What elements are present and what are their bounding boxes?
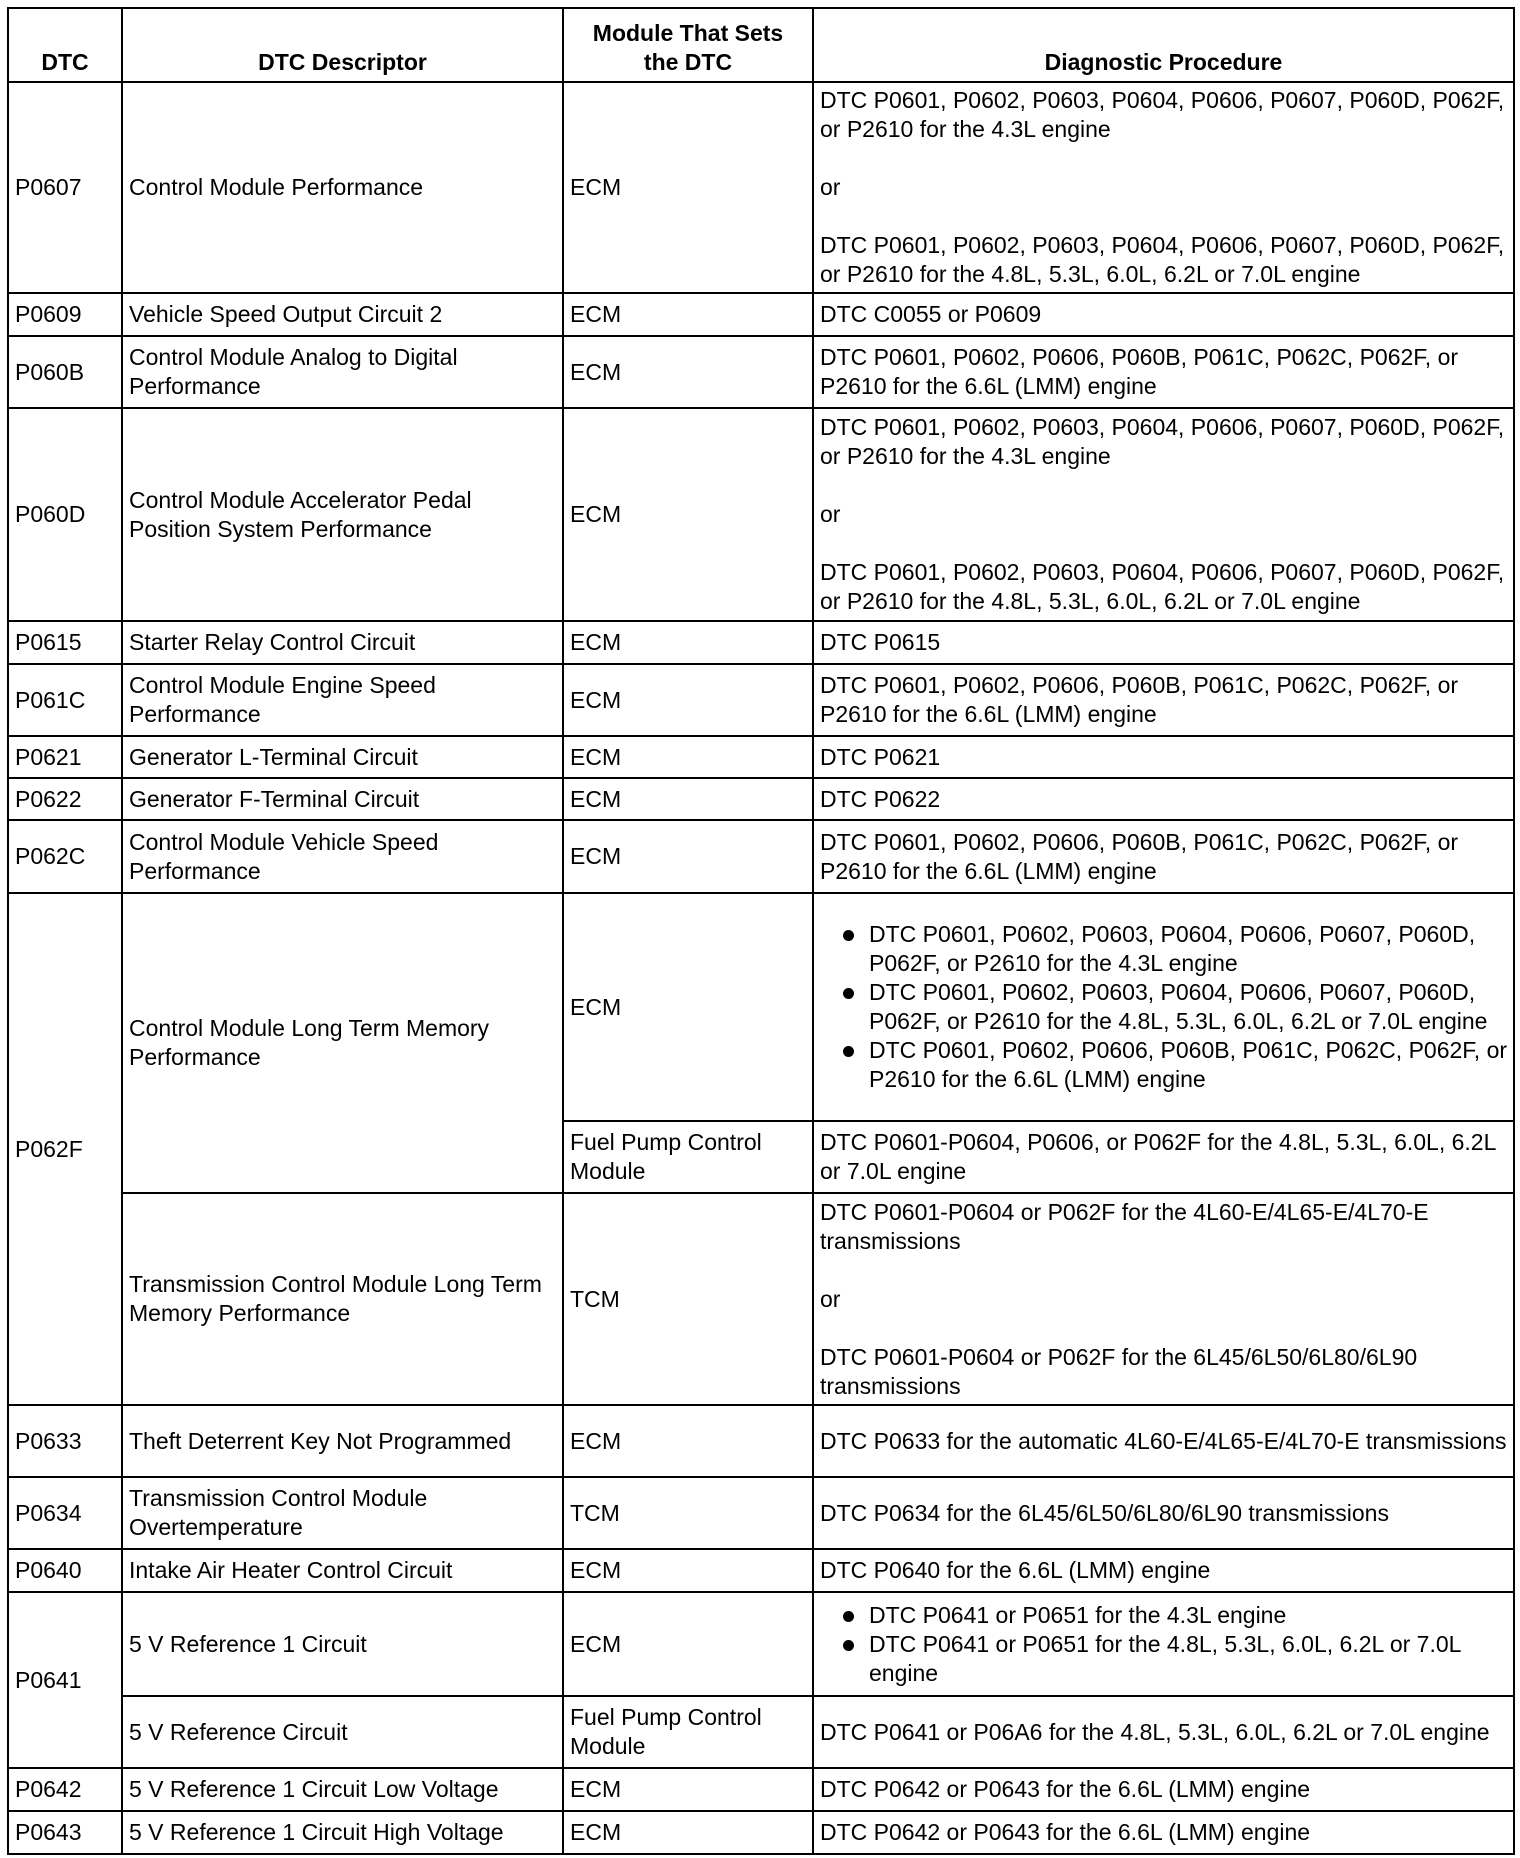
header-dtc: DTC [8,8,122,82]
dtc-descriptor: Transmission Control Module Long Term Memory Performance [122,1193,563,1405]
dtc-descriptor: Control Module Vehicle Speed Performance [122,820,563,893]
dtc-code: P062F [8,893,122,1405]
dtc-code: P0622 [8,778,122,820]
table-row [8,778,1514,820]
dtc-module: Fuel Pump Control Module [563,1696,813,1768]
procedure-bullet: DTC P0601, P0602, P0606, P060B, P061C, P062C, P062F, or P2610 for the 6.6L (LMM) engine [820,1036,1507,1094]
dtc-procedure: DTC P0601, P0602, P0606, P060B, P061C, P062C, P062F, or P2610 for the 6.6L (LMM) engine [813,336,1514,408]
dtc-table [7,7,1515,1855]
dtc-procedure: DTC P0642 or P0643 for the 6.6L (LMM) engine [813,1811,1514,1854]
dtc-module: ECM [563,893,813,1121]
dtc-code: P061C [8,664,122,736]
dtc-descriptor: Transmission Control Module Overtemperature [122,1477,563,1549]
header-descriptor: DTC Descriptor [122,8,563,82]
dtc-module: ECM [563,1592,813,1696]
dtc-descriptor: Theft Deterrent Key Not Programmed [122,1405,563,1477]
dtc-descriptor: 5 V Reference 1 Circuit Low Voltage [122,1768,563,1811]
dtc-module: ECM [563,736,813,778]
table-row [8,1549,1514,1592]
table-row [8,1405,1514,1477]
dtc-descriptor: Control Module Engine Speed Performance [122,664,563,736]
dtc-descriptor: Control Module Performance [122,82,563,293]
dtc-descriptor: 5 V Reference Circuit [122,1696,563,1768]
procedure-text: DTC P0601, P0602, P0603, P0604, P0606, P0607, P060D, P062F, or P2610 for the 4.3L engine [820,87,1505,142]
dtc-code: P0642 [8,1768,122,1811]
header-procedure: Diagnostic Procedure [813,8,1514,82]
table-row [8,1477,1514,1549]
dtc-module: ECM [563,408,813,621]
dtc-descriptor: Generator F-Terminal Circuit [122,778,563,820]
procedure-bullet-list [820,920,1507,1094]
table-row [8,893,1514,1121]
table-row [8,736,1514,778]
dtc-procedure: DTC P0633 for the automatic 4L60-E/4L65-E/4L70-E transmissions [813,1405,1514,1477]
procedure-bullet: DTC P0601, P0602, P0603, P0604, P0606, P0607, P060D, P062F, or P2610 for the 4.8L, 5.3L, 6.0L, 6.2L or 7.0L engine [820,978,1507,1036]
procedure-text: DTC P0601, P0602, P0603, P0604, P0606, P0607, P060D, P062F, or P2610 for the 4.8L, 5.3L, 6.0L, 6.2L or 7.0L engine [820,559,1505,614]
dtc-code: P0607 [8,82,122,293]
table-row [8,1193,1514,1405]
dtc-code: P0643 [8,1811,122,1854]
dtc-procedure: DTC P0621 [813,736,1514,778]
procedure-bullet: DTC P0601, P0602, P0603, P0604, P0606, P0607, P060D, P062F, or P2610 for the 4.3L engine [820,920,1507,978]
procedure-text: DTC P0601, P0602, P0603, P0604, P0606, P0607, P060D, P062F, or P2610 for the 4.8L, 5.3L, 6.0L, 6.2L or 7.0L engine [820,232,1505,287]
header-module-line2: the DTC [643,49,733,75]
header-module [563,8,813,82]
procedure-bullet: DTC P0641 or P0651 for the 4.8L, 5.3L, 6.0L, 6.2L or 7.0L engine [820,1630,1507,1688]
dtc-code: P060B [8,336,122,408]
procedure-or: or [820,501,841,527]
dtc-module: ECM [563,336,813,408]
dtc-procedure: DTC P0640 for the 6.6L (LMM) engine [813,1549,1514,1592]
table-row [8,1592,1514,1696]
dtc-procedure [813,893,1514,1121]
dtc-descriptor: Control Module Accelerator Pedal Position System Performance [122,408,563,621]
dtc-procedure [813,408,1514,621]
table-row [8,293,1514,336]
table-row [8,1811,1514,1854]
dtc-procedure [813,1193,1514,1405]
dtc-procedure: DTC P0601, P0602, P0606, P060B, P061C, P062C, P062F, or P2610 for the 6.6L (LMM) engine [813,820,1514,893]
table-row [8,621,1514,664]
dtc-descriptor: Vehicle Speed Output Circuit 2 [122,293,563,336]
procedure-or: or [820,174,841,200]
dtc-descriptor: Control Module Long Term Memory Performance [122,893,563,1193]
procedure-text: DTC P0601-P0604 or P062F for the 6L45/6L50/6L80/6L90 transmissions [820,1343,1418,1399]
dtc-procedure [813,82,1514,293]
dtc-module: ECM [563,621,813,664]
dtc-procedure: DTC P0641 or P06A6 for the 4.8L, 5.3L, 6.0L, 6.2L or 7.0L engine [813,1696,1514,1768]
table-row [8,1696,1514,1768]
dtc-descriptor: Starter Relay Control Circuit [122,621,563,664]
dtc-descriptor: Intake Air Heater Control Circuit [122,1549,563,1592]
dtc-code: P0641 [8,1592,122,1768]
dtc-procedure: DTC P0642 or P0643 for the 6.6L (LMM) engine [813,1768,1514,1811]
dtc-procedure: DTC C0055 or P0609 [813,293,1514,336]
dtc-module: ECM [563,664,813,736]
dtc-code: P0634 [8,1477,122,1549]
table-row [8,664,1514,736]
dtc-module: ECM [563,82,813,293]
header-row [8,8,1514,82]
procedure-bullet-list [820,1601,1507,1688]
table-row [8,82,1514,293]
dtc-module: ECM [563,1768,813,1811]
dtc-procedure: DTC P0634 for the 6L45/6L50/6L80/6L90 transmissions [813,1477,1514,1549]
dtc-descriptor: Generator L-Terminal Circuit [122,736,563,778]
dtc-module: ECM [563,1811,813,1854]
dtc-module: ECM [563,293,813,336]
dtc-code: P0621 [8,736,122,778]
procedure-bullet: DTC P0641 or P0651 for the 4.3L engine [820,1601,1507,1630]
dtc-module: ECM [563,1405,813,1477]
dtc-module: TCM [563,1477,813,1549]
dtc-code: P0609 [8,293,122,336]
dtc-procedure: DTC P0622 [813,778,1514,820]
dtc-module: ECM [563,820,813,893]
dtc-procedure [813,1592,1514,1696]
dtc-code: P0640 [8,1549,122,1592]
table-row [8,1768,1514,1811]
dtc-procedure: DTC P0601-P0604, P0606, or P062F for the 4.8L, 5.3L, 6.0L, 6.2L or 7.0L engine [813,1121,1514,1193]
dtc-procedure: DTC P0615 [813,621,1514,664]
table-row [8,408,1514,621]
dtc-descriptor: 5 V Reference 1 Circuit High Voltage [122,1811,563,1854]
procedure-or: or [820,1285,841,1312]
dtc-module: ECM [563,778,813,820]
dtc-module: TCM [563,1193,813,1405]
procedure-text: DTC P0601, P0602, P0603, P0604, P0606, P0607, P060D, P062F, or P2610 for the 4.3L engine [820,414,1505,469]
dtc-descriptor: Control Module Analog to Digital Performance [122,336,563,408]
table-row [8,336,1514,408]
dtc-code: P062C [8,820,122,893]
dtc-code: P060D [8,408,122,621]
dtc-procedure: DTC P0601, P0602, P0606, P060B, P061C, P062C, P062F, or P2610 for the 6.6L (LMM) engine [813,664,1514,736]
dtc-code: P0633 [8,1405,122,1477]
header-module-line1: Module That Sets [592,20,784,46]
dtc-module: Fuel Pump Control Module [563,1121,813,1193]
table-row [8,820,1514,893]
procedure-text: DTC P0601-P0604 or P062F for the 4L60-E/4L65-E/4L70-E transmissions [820,1198,1429,1254]
dtc-module: ECM [563,1549,813,1592]
dtc-descriptor: 5 V Reference 1 Circuit [122,1592,563,1696]
dtc-code: P0615 [8,621,122,664]
